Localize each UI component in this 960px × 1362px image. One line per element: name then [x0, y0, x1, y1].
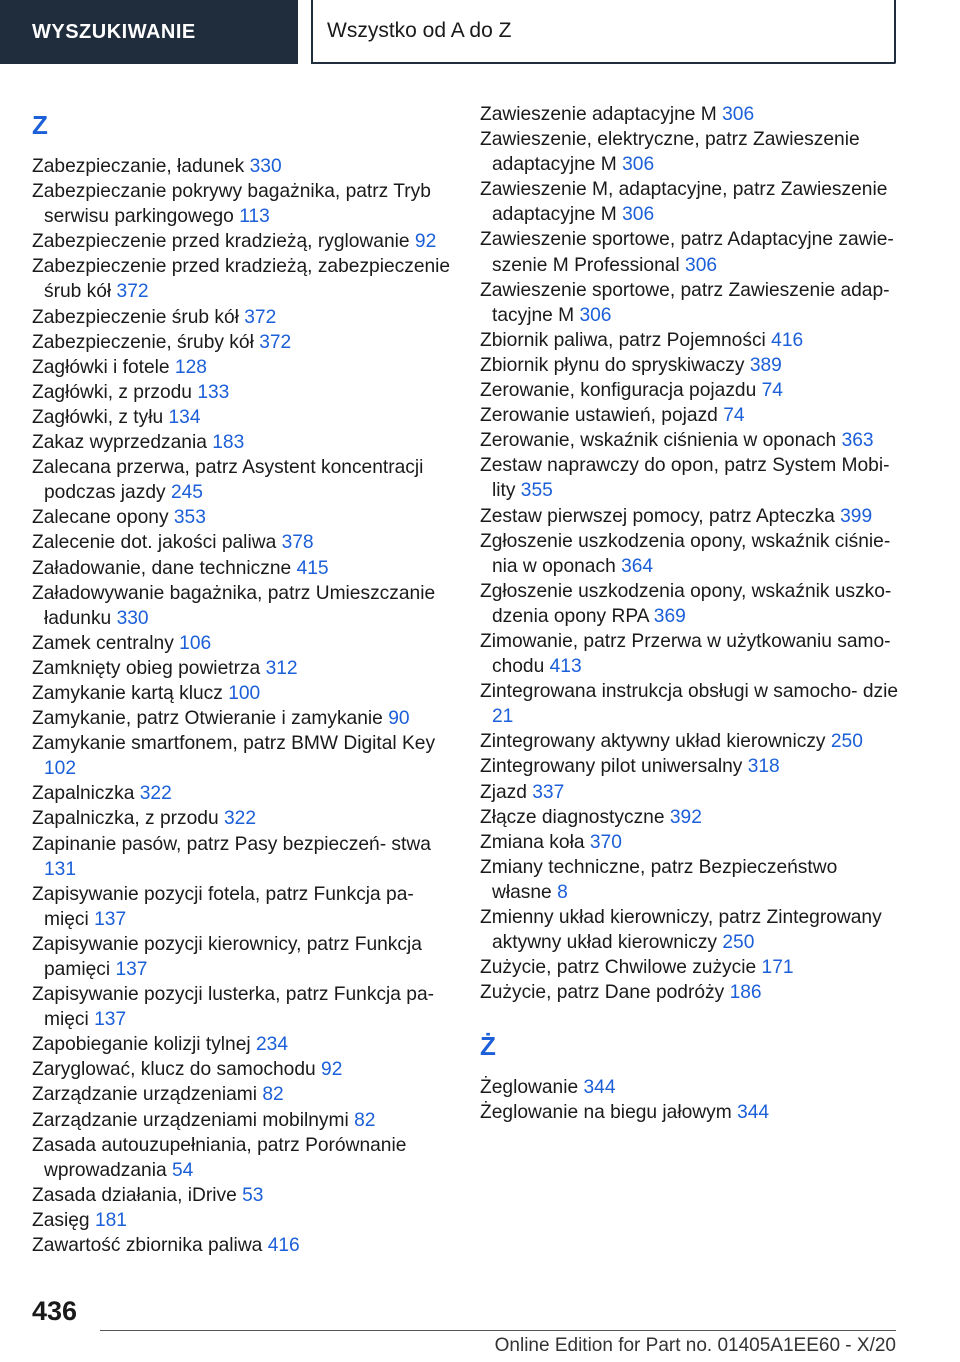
index-entry-text: Zarządzanie urządzeniami mobilnymi: [32, 1109, 349, 1131]
index-entry-text: Zabezpieczenie przed kradzieżą, ryglowanie: [32, 231, 410, 253]
index-entry-text: Zalecenie dot. jakości paliwa: [32, 532, 277, 554]
page-link[interactable]: 378: [281, 532, 314, 554]
page-link[interactable]: 344: [737, 1102, 770, 1124]
index-entry-text: Żeglowanie: [480, 1077, 579, 1099]
index-column-left: [32, 102, 452, 1258]
page-link[interactable]: 312: [265, 657, 298, 679]
page-link[interactable]: 128: [174, 356, 207, 378]
index-entry-text: Zamykanie, patrz Otwieranie i zamykanie: [32, 708, 383, 730]
page-link[interactable]: 186: [729, 982, 762, 1004]
index-entry-list: [480, 102, 900, 1005]
page-link[interactable]: 92: [414, 231, 437, 253]
index-entry-text: Zagłówki, z przodu: [32, 381, 192, 403]
index-entry-text: Zawieszenie sportowe, patrz Adaptacyjne zawie- szenie M Professional: [480, 229, 894, 276]
index-entry: [32, 1133, 452, 1183]
chapter-title-label: Wszystko od A do Z: [327, 19, 512, 42]
index-entry-text: Załadowywanie bagażnika, patrz Umieszczanie ładunku: [32, 582, 436, 629]
page-link[interactable]: 413: [549, 656, 582, 678]
index-entry: [32, 706, 452, 731]
index-entry-text: Zawieszenie, elektryczne, patrz Zawieszenie adaptacyjne M: [480, 129, 860, 176]
index-entry-text: Zamykanie kartą klucz: [32, 682, 223, 704]
page-link[interactable]: 337: [532, 781, 565, 803]
page-link[interactable]: 372: [259, 331, 292, 353]
index-entry-text: Zimowanie, patrz Przerwa w użytkowaniu samo- chodu: [480, 630, 891, 678]
page-link[interactable]: 416: [771, 329, 804, 351]
page-link[interactable]: 53: [242, 1184, 264, 1206]
index-entry-text: Zmiana koła: [480, 831, 585, 853]
index-entry: [32, 882, 452, 932]
page-link[interactable]: 369: [653, 605, 686, 627]
index-entry: [32, 1032, 452, 1057]
index-entry: [32, 681, 452, 706]
index-entry: [480, 805, 900, 830]
page-link[interactable]: 389: [749, 354, 782, 376]
index-entry-text: Zapisywanie pozycji lusterka, patrz Funkcja pa- mięci: [32, 984, 435, 1031]
index-entry-text: Zapisywanie pozycji fotela, patrz Funkcja pa- mięci: [32, 883, 414, 930]
page-link[interactable]: 54: [172, 1159, 194, 1181]
page-link[interactable]: 363: [841, 430, 874, 452]
index-letter-heading: Z: [32, 110, 48, 140]
index-entry: [480, 529, 900, 579]
page-link[interactable]: 102: [44, 758, 77, 780]
index-entry-text: Zbiornik płynu do spryskiwaczy: [480, 354, 745, 376]
index-entry-text: Zabezpieczanie, ładunek: [32, 156, 245, 177]
index-column-right: [480, 102, 900, 1126]
chapter-title: [311, 0, 896, 64]
index-entry: [480, 378, 900, 403]
index-entry: [32, 932, 452, 982]
index-entry: [32, 731, 452, 781]
index-entry: [480, 403, 900, 428]
page-link[interactable]: 245: [170, 482, 203, 504]
index-entry: [32, 179, 452, 229]
index-entry-text: Zalecane opony: [32, 507, 169, 529]
page-link[interactable]: 372: [116, 281, 149, 303]
index-entry-text: Zasięg: [32, 1209, 90, 1231]
index-entry-text: Zapalniczka: [32, 783, 135, 805]
edition-note: Online Edition for Part no. 01405A1EE60 - X/20: [494, 1335, 896, 1356]
index-entry: [480, 227, 900, 277]
page-link[interactable]: 183: [212, 432, 245, 454]
index-entry: [32, 254, 452, 304]
page-link[interactable]: 399: [840, 505, 873, 527]
index-entry-text: Zaryglować, klucz do samochodu: [32, 1059, 316, 1081]
index-entry: [480, 980, 900, 1005]
page-link[interactable]: 234: [256, 1034, 289, 1056]
index-entry-text: Zintegrowany pilot uniwersalny: [480, 756, 743, 778]
index-entry: [32, 781, 452, 806]
page-link[interactable]: 372: [244, 306, 277, 328]
page-link[interactable]: 106: [179, 632, 212, 654]
index-entry: [480, 428, 900, 453]
index-entry-text: Zabezpieczenie, śruby kół: [32, 331, 254, 353]
page-link[interactable]: 250: [722, 932, 755, 954]
page-link[interactable]: 330: [249, 156, 282, 177]
index-entry: [480, 754, 900, 779]
index-entry-text: Zgłoszenie uszkodzenia opony, wskaźnik uszko- dzenia opony RPA: [480, 580, 892, 627]
index-entry-list: [32, 154, 452, 1258]
index-entry-text: Zamykanie smartfonem, patrz BMW Digital Key: [32, 733, 436, 755]
page-link[interactable]: 74: [723, 405, 745, 427]
index-entry-text: Zagłówki, z tyłu: [32, 406, 164, 428]
index-entry-text: Złącze diagnostyczne: [480, 806, 665, 828]
index-entry: [480, 905, 900, 955]
index-entry: [480, 955, 900, 980]
index-entry: [32, 1208, 452, 1233]
page-link[interactable]: 344: [583, 1077, 616, 1099]
index-entry-text: Zużycie, patrz Dane podróży: [480, 982, 725, 1004]
page-link[interactable]: 392: [669, 806, 702, 828]
page-link[interactable]: 322: [223, 808, 256, 830]
page-link[interactable]: 318: [747, 756, 780, 778]
page-link[interactable]: 370: [589, 831, 622, 853]
index-entry-text: Zawartość zbiornika paliwa: [32, 1235, 263, 1257]
index-entry-text: Zawieszenie adaptacyjne M: [480, 104, 717, 125]
page-link[interactable]: 137: [94, 1009, 127, 1031]
page-link[interactable]: 21: [492, 706, 514, 728]
index-entry: [480, 780, 900, 805]
index-entry: [32, 305, 452, 330]
index-entry: [32, 1183, 452, 1208]
index-entry: [32, 832, 452, 882]
index-entry: [480, 1100, 900, 1125]
index-entry-text: Zakaz wyprzedzania: [32, 432, 207, 454]
index-entry: [32, 631, 452, 656]
index-entry: [480, 504, 900, 529]
index-entry-text: Zmienny układ kierowniczy, patrz Zintegrowany aktywny układ kierowniczy: [480, 907, 882, 954]
index-entry: [480, 127, 900, 177]
index-entry: [32, 806, 452, 831]
page-link[interactable]: 137: [115, 959, 148, 980]
index-entry: [480, 1075, 900, 1100]
page-link[interactable]: 133: [197, 381, 230, 403]
index-entry-text: Zapalniczka, z przodu: [32, 808, 219, 830]
index-entry: [480, 278, 900, 328]
index-entry: [32, 355, 452, 380]
section-tab-label: WYSZUKIWANIE: [32, 20, 196, 43]
index-entry: [32, 430, 452, 455]
page-link[interactable]: 353: [173, 507, 206, 529]
page-link[interactable]: 306: [622, 154, 655, 176]
page-link[interactable]: 181: [94, 1209, 127, 1231]
page-link[interactable]: 330: [116, 607, 149, 629]
page-link[interactable]: 306: [622, 204, 655, 226]
index-entry-text: Zerowanie, konfiguracja pojazdu: [480, 380, 757, 402]
index-entry: [32, 982, 452, 1032]
page-link[interactable]: 250: [830, 731, 863, 753]
section-tab[interactable]: [0, 0, 298, 64]
page-link[interactable]: 90: [388, 708, 410, 730]
index-entry-text: Zabezpieczenie śrub kół: [32, 306, 239, 328]
index-entry-text: Zarządzanie urządzeniami: [32, 1084, 258, 1106]
index-entry-text: Zestaw pierwszej pomocy, patrz Apteczka: [480, 505, 835, 527]
index-entry: [32, 505, 452, 530]
index-entry: [480, 579, 900, 629]
page-header: [0, 0, 960, 66]
page-link[interactable]: 131: [44, 858, 77, 880]
page-link[interactable]: 415: [296, 557, 329, 579]
page-link[interactable]: 306: [722, 104, 755, 125]
index-entry-text: Zawieszenie sportowe, patrz Zawieszenie adap- tacyjne M: [480, 279, 890, 326]
index-entry-text: Załadowanie, dane techniczne: [32, 557, 292, 579]
index-letter-heading: Ż: [480, 1031, 496, 1062]
index-entry-text: Zabezpieczanie pokrywy bagażnika, patrz Tryb serwisu parkingowego: [32, 181, 431, 228]
index-entry: [32, 154, 452, 179]
index-entry: [32, 556, 452, 581]
index-entry-text: Zalecana przerwa, patrz Asystent koncentracji podczas jazdy: [32, 457, 424, 504]
index-entry-text: Zgłoszenie uszkodzenia opony, wskaźnik ciśnie- nia w oponach: [480, 530, 891, 577]
page-link[interactable]: 416: [267, 1235, 300, 1257]
index-entry: [32, 1057, 452, 1082]
page-link[interactable]: 137: [94, 908, 127, 930]
index-entry-text: Zawieszenie M, adaptacyjne, patrz Zawieszenie adaptacyjne M: [480, 179, 888, 226]
index-entry: [32, 656, 452, 681]
page-link[interactable]: 8: [557, 881, 568, 903]
index-entry: [32, 229, 452, 254]
page-link[interactable]: 100: [228, 682, 261, 704]
index-entry: [32, 405, 452, 430]
index-entry: [480, 855, 900, 905]
index-entry-text: Zjazd: [480, 781, 527, 803]
index-entry-text: Zapinanie pasów, patrz Pasy bezpieczeń- stwa: [32, 833, 431, 855]
page-link[interactable]: 82: [262, 1084, 284, 1106]
index-entry-text: Zestaw naprawczy do opon, patrz System Mobi- lity: [480, 455, 890, 502]
index-entry: [480, 729, 900, 754]
page-link[interactable]: 74: [761, 380, 783, 402]
index-entry-text: Zamek centralny: [32, 632, 174, 654]
index-entry-text: Zamknięty obieg powietrza: [32, 657, 261, 679]
index-entry-text: Zapobieganie kolizji tylnej: [32, 1034, 251, 1056]
index-entry-text: Zintegrowana instrukcja obsługi w samocho- dzie: [480, 681, 899, 703]
index-entry-list: [480, 1075, 900, 1125]
footer-divider: [100, 1330, 896, 1331]
index-entry-text: Zasada działania, iDrive: [32, 1184, 237, 1206]
page-number: 436: [32, 1296, 78, 1326]
index-entry-text: Zagłówki i fotele: [32, 356, 170, 378]
index-entry: [480, 453, 900, 503]
index-entry-text: Zerowanie, wskaźnik ciśnienia w oponach: [480, 430, 837, 452]
page-link[interactable]: 134: [168, 406, 201, 428]
index-entry-text: Zużycie, patrz Chwilowe zużycie: [480, 957, 757, 979]
page-link[interactable]: 355: [520, 480, 553, 502]
index-entry: [32, 455, 452, 505]
index-entry: [480, 353, 900, 378]
index-entry: [480, 679, 900, 729]
index-entry: [480, 629, 900, 679]
index-entry: [32, 330, 452, 355]
index-entry: [480, 328, 900, 353]
page-link[interactable]: 171: [761, 957, 794, 979]
index-entry: [480, 177, 900, 227]
index-entry-text: Zbiornik paliwa, patrz Pojemności: [480, 329, 766, 351]
index-entry-text: Zmiany techniczne, patrz Bezpieczeństwo własne: [480, 856, 838, 903]
page-link[interactable]: 113: [239, 206, 270, 228]
page-link[interactable]: 322: [139, 783, 172, 805]
index-entry: [480, 830, 900, 855]
index-entry: [32, 1233, 452, 1258]
page-link[interactable]: 306: [579, 304, 612, 326]
page-link[interactable]: 306: [685, 254, 718, 276]
index-entry: [32, 581, 452, 631]
page-link[interactable]: 92: [321, 1059, 343, 1081]
index-entry-text: Żeglowanie na biegu jałowym: [480, 1102, 732, 1124]
index-entry: [32, 1082, 452, 1107]
index-entry: [32, 1108, 452, 1133]
index-entry-text: Zabezpieczenie przed kradzieżą, zabezpieczenie śrub kół: [32, 256, 451, 303]
index-entry-text: Zasada autouzupełniania, patrz Porównanie wprowadzania: [32, 1134, 407, 1181]
index-entry: [480, 102, 900, 127]
index-entry-text: Zapisywanie pozycji kierownicy, patrz Funkcja pamięci: [32, 933, 422, 980]
page-link[interactable]: 82: [354, 1109, 376, 1131]
index-entry: [32, 530, 452, 555]
page-link[interactable]: 364: [621, 555, 654, 577]
index-entry-text: Zerowanie ustawień, pojazd: [480, 405, 718, 427]
index-entry-text: Zintegrowany aktywny układ kierowniczy: [480, 731, 826, 753]
index-entry: [32, 380, 452, 405]
